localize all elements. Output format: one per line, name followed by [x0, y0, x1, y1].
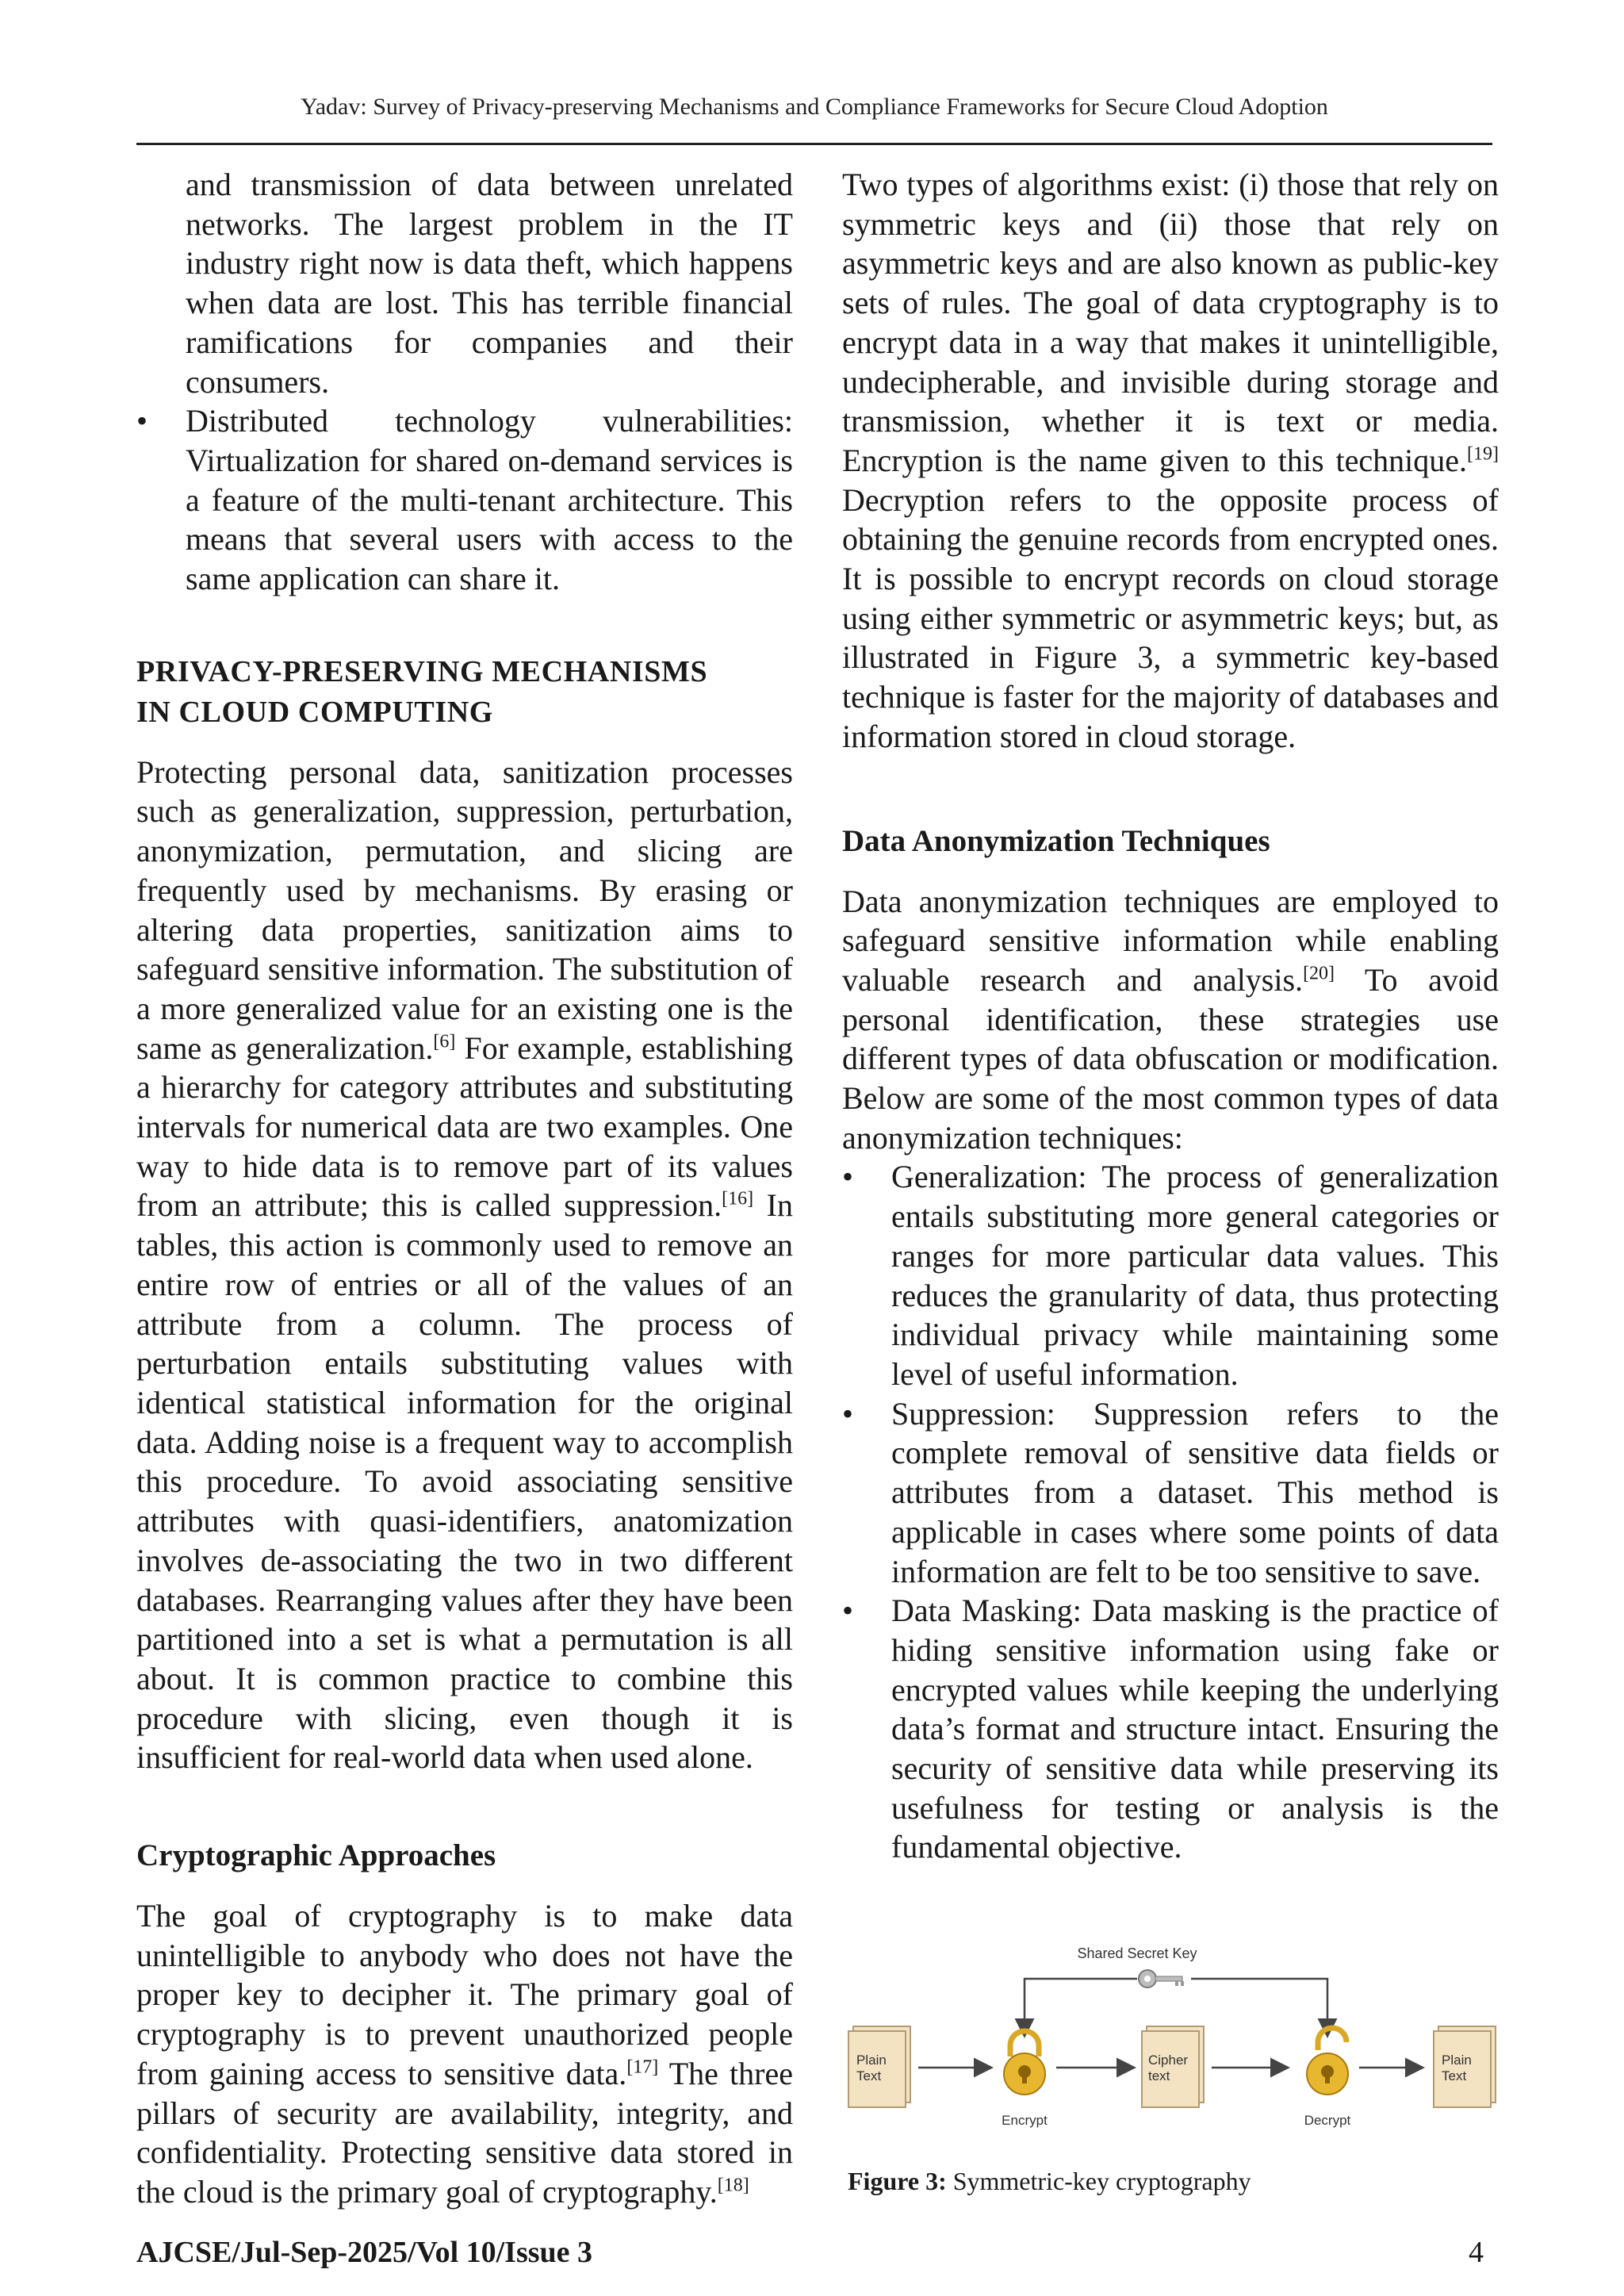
key-icon: [1139, 1970, 1184, 1987]
citation-17: [17]: [626, 2056, 659, 2078]
shared-key-label: Shared Secret Key: [1077, 1945, 1197, 1961]
decrypt-label: Decrypt: [1304, 2113, 1351, 2128]
algo-text-2: Decryption refers to the opposite process of obtaining the genuine records from encrypted ones. It is possible to encrypt records on cloud storage using either symmetric or asymmetric keys; but, as illustrated in Figure 3, a symmetric key-based technique is faster for the majority of databases and information stored in cloud storage.: [842, 481, 1499, 754]
crypto-text-1: The goal of cryptography is to make data unintelligible to anybody who does not have the proper key to decipher it. The primary goal of cryptography is to prevent unauthorized people from gaining access to sensitive data.: [136, 1898, 793, 2091]
section-heading-line1: PRIVACY-PRESERVING MECHANISMS: [136, 654, 708, 688]
privacy-paragraph: [136, 753, 793, 1777]
cipher-text-document-icon: [1142, 2026, 1204, 2107]
cipher-label-1: Cipher: [1148, 2053, 1189, 2068]
anon-text-2: To avoid personal identification, these strategies use different types of data obfuscation or modification. Below are some of the most common types of data anonymization techniques:: [842, 961, 1499, 1156]
anonymization-paragraph: [842, 882, 1499, 1158]
citation-19: [19]: [1467, 443, 1499, 465]
bullet-distributed: [136, 401, 793, 599]
bullet-dot: •: [842, 1395, 854, 1432]
crypto-heading: Cryptographic Approaches: [136, 1838, 496, 1873]
algo-text-1: Two types of algorithms exist: (i) those that rely on symmetric keys and (ii) those that rely on asymmetric keys and are also known as public-key sets of rules. The goal of data cryptography is to encrypt data in a way that makes it unintelligible, undecipherable, and invisible during storage and transmission, whether it is text or media. Encryption is the name given to this technique.: [842, 167, 1499, 478]
plain-text-document-icon: [848, 2026, 910, 2107]
figure-caption-label: Figure 3:: [848, 2167, 947, 2195]
citation-20: [20]: [1303, 963, 1335, 984]
figure-symmetric-key: [842, 1915, 1499, 2185]
encrypt-label: Encrypt: [1002, 2113, 1048, 2128]
citation-16: [16]: [722, 1189, 754, 1210]
page-number: 4: [1469, 2236, 1484, 2269]
plain-text-label-2: Text: [856, 2068, 882, 2083]
continued-paragraph: and transmission of data between unrelated networks. The largest problem in the IT industry right now is data theft, which happens when data are lost. This has terrible financial ramifications for companies and their consumers.: [186, 167, 793, 400]
bullet-suppression: [842, 1394, 1499, 1592]
bullet-suppression-text: Suppression: Suppression refers to the complete removal of sensitive data fields or attributes from a dataset. This method is applicable in cases where some points of data information are felt to be too sensitive to save.: [891, 1395, 1499, 1589]
figure-caption-text: Symmetric-key cryptography: [946, 2167, 1251, 2195]
open-lock-icon: [1307, 2028, 1348, 2095]
bullet-dot: •: [842, 1159, 854, 1195]
bullet-data-masking: [842, 1591, 1499, 1867]
bullet-generalization-text: Generalization: The process of generalization entails substituting more general categories or ranges for more particular data values. This reduces the granularity of data, thus protecting individual privacy while maintaining some level of useful information.: [891, 1159, 1499, 1392]
citation-18: [18]: [717, 2175, 749, 2196]
crypto-paragraph: [136, 1896, 793, 2212]
citation-6: [6]: [433, 1031, 456, 1052]
bullet-generalization: [842, 1157, 1499, 1393]
crypto-text-2: The three pillars of security are availability, integrity, and confidentiality. Protecting sensitive data stored in the cloud is the primary goal of cryptography.: [136, 2055, 793, 2210]
closed-lock-icon: [1004, 2031, 1045, 2095]
bullet-distributed-text: Distributed technology vulnerabilities: Virtualization for shared on-demand services is a feature of the multi-tenant architecture. This means that several users with access to the same application can share it.: [186, 403, 793, 597]
plain-text-output-document-icon: [1434, 2026, 1496, 2107]
privacy-text-3: In tables, this action is commonly used to remove an entire row of entries or all of the values of an attribute from a column. The process of perturbation entails substituting values with identical statistical information for the original data. Adding noise is a frequent way to accomplish this procedure. To avoid associating sensitive attributes with quasi-identifiers, anatomization involves de-associating the two in two different databases. Rearranging values after they have been partitioned into a set is what a permutation is all about. It is common practice to combine this procedure with slicing, even though it is insufficient for real-world data when used alone.: [136, 1187, 793, 1776]
section-heading-line2: IN CLOUD COMPUTING: [136, 695, 493, 729]
bullet-data-masking-text: Data Masking: Data masking is the practice of hiding sensitive information using fake or encrypted values while keeping the underlying data’s format and structure intact. Ensuring the security of sensitive data while preserving its usefulness for testing or analysis is the fundamental objective.: [891, 1593, 1499, 1865]
anon-text-1: Data anonymization techniques are employed to safeguard sensitive information while enabling valuable research and analysis.: [842, 883, 1499, 998]
header-rule: [136, 143, 1492, 145]
cipher-label-2: text: [1148, 2068, 1170, 2083]
anonymization-heading: Data Anonymization Techniques: [842, 823, 1270, 858]
algorithms-paragraph: [842, 165, 1499, 757]
bullet-dot: •: [136, 403, 148, 439]
footer-journal: AJCSE/Jul-Sep-2025/Vol 10/Issue 3: [136, 2236, 593, 2269]
bullet-dot: •: [842, 1593, 854, 1629]
plain-text2-label-1: Plain: [1442, 2053, 1472, 2068]
right-column: [842, 165, 1499, 1867]
section-heading: [136, 652, 793, 733]
privacy-text-2: For example, establishing a hierarchy for category attributes and substituting intervals for numerical data are two examples. One way to hide data is to remove part of its values from an attribute; this is called suppression.: [136, 1029, 793, 1224]
privacy-text-1: Protecting personal data, sanitization processes such as generalization, suppression, perturbation, anonymization, permutation, and slicing are frequently used by mechanisms. By erasing or altering data properties, sanitization aims to safeguard sensitive information. The substitution of a more generalized value for an existing one is the same as generalization.: [136, 753, 793, 1066]
plain-text-label-1: Plain: [856, 2053, 887, 2068]
running-header: Yadav: Survey of Privacy-preserving Mechanisms and Compliance Frameworks for Secure Cloud Adoption: [301, 94, 1328, 120]
left-column: [136, 165, 793, 2212]
plain-text2-label-2: Text: [1442, 2068, 1467, 2083]
figure-caption: [848, 2167, 1251, 2196]
